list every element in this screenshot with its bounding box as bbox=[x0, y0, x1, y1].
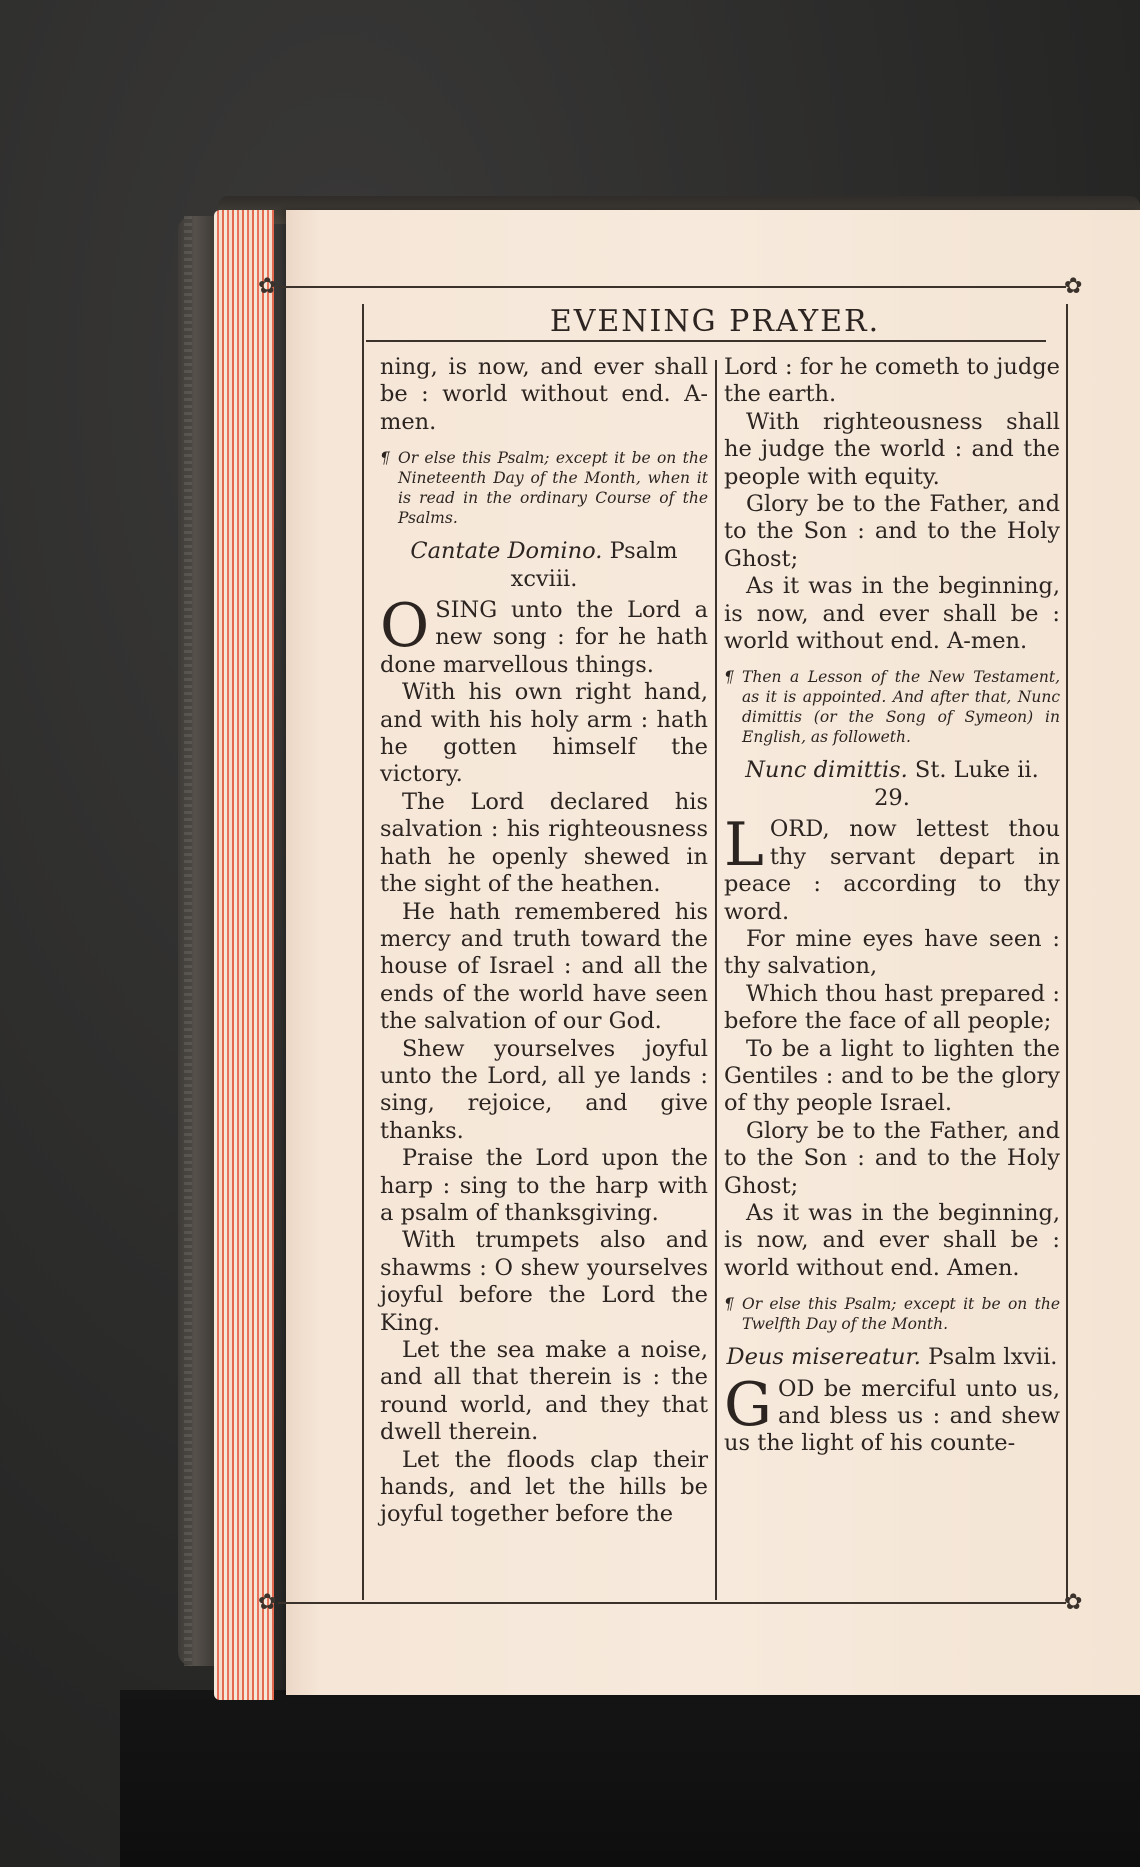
pilcrow-icon: ¶ bbox=[724, 1295, 734, 1314]
corner-ornament-top-left: ✿ bbox=[258, 274, 277, 299]
canticle-title bbox=[724, 757, 1060, 812]
first-verse bbox=[724, 1369, 1060, 1458]
canticle-reference: St. Luke ii. 29. bbox=[874, 757, 1039, 811]
right-rule bbox=[1066, 304, 1068, 1600]
verse: Glory be to the Father, and to the Son : and to the Holy Ghost; bbox=[724, 491, 1060, 572]
psalm-reference: Psalm lxvii. bbox=[928, 1344, 1058, 1371]
right-column bbox=[724, 354, 1060, 1458]
psalm-latin-title: Deus misereatur. bbox=[726, 1344, 921, 1371]
corner-ornament-bottom-left: ✿ bbox=[258, 1590, 277, 1615]
rubric-note bbox=[380, 448, 708, 528]
verse: Praise the Lord upon the harp : sing to the harp with a psalm of thanksgiving. bbox=[380, 1145, 708, 1226]
pilcrow-icon: ¶ bbox=[380, 449, 390, 468]
page-frame bbox=[258, 274, 1090, 1615]
column-divider bbox=[715, 360, 717, 1600]
verse: With trumpets also and shawms : O shew yourselves joyful before the Lord the King. bbox=[380, 1227, 708, 1336]
first-verse bbox=[724, 810, 1060, 926]
first-verse-text: OD be merciful unto us, and bless us : and shew us the light of his counte- bbox=[724, 1375, 1060, 1457]
left-rule bbox=[362, 304, 364, 1600]
top-rule bbox=[278, 286, 1066, 288]
drop-capital: L bbox=[724, 810, 764, 881]
verse: As it was in the beginning, is now, and ever shall be : world without end. A-men. bbox=[724, 573, 1060, 655]
drop-capital: G bbox=[724, 1369, 772, 1440]
verse: Which thou hast prepared : before the face of all people; bbox=[724, 980, 1060, 1035]
continuation-text: ning, is now, and ever shall be : world without end. A-men. bbox=[380, 354, 708, 435]
verse: Shew yourselves joyful unto the Lord, all ye lands : sing, rejoice, and give thanks. bbox=[380, 1035, 708, 1144]
verse: For mine eyes have seen : thy salvation, bbox=[724, 925, 1060, 980]
verse: The Lord declared his salvation : his righteousness hath he openly shewed in the sight of the heathen. bbox=[380, 788, 708, 898]
bottom-rule bbox=[278, 1602, 1066, 1604]
verse: He hath remembered his mercy and truth toward the house of Israel : and all the ends of the world have seen the salvation of our God. bbox=[380, 898, 708, 1035]
psalm-latin-title: Cantate Domino. bbox=[410, 538, 603, 565]
psalm-reference: Psalm xcviii. bbox=[510, 538, 678, 592]
book-shadow bbox=[120, 1690, 1140, 1867]
psalm-title bbox=[724, 1344, 1060, 1371]
verse: Let the floods clap their hands, and let the hills be joyful together before the bbox=[380, 1446, 708, 1528]
verse: To be a light to lighten the Gentiles : and to be the glory of thy people Israel. bbox=[724, 1035, 1060, 1117]
rubric-note bbox=[724, 667, 1060, 747]
continuation-text: Lord : for he cometh to judge the earth. bbox=[724, 354, 1060, 408]
header-rule bbox=[366, 340, 1046, 342]
corner-ornament-bottom-right: ✿ bbox=[1064, 1590, 1083, 1615]
rubric-text: Or else this Psalm; except it be on the Twelfth Day of the Month. bbox=[742, 1295, 1060, 1334]
verse: Let the sea make a noise, and all that therein is : the round world, and they that dwell therein. bbox=[380, 1337, 708, 1446]
left-column bbox=[380, 354, 708, 1529]
page-title: EVENING PRAYER. bbox=[549, 304, 881, 339]
verse: As it was in the beginning, is now, and ever shall be : world without end. Amen. bbox=[724, 1199, 1060, 1281]
canticle-latin-title: Nunc dimittis. bbox=[745, 757, 908, 784]
rubric-text: Or else this Psalm; except it be on the Nineteenth Day of the Month, when it is read in the ordinary Course of the Psalms. bbox=[398, 449, 708, 528]
first-verse bbox=[380, 591, 708, 679]
psalm-title bbox=[380, 538, 708, 593]
first-verse-text: ORD, now lettest thou thy servant depart in peace : according to thy word. bbox=[724, 816, 1060, 925]
verse: Glory be to the Father, and to the Son : and to the Holy Ghost; bbox=[724, 1117, 1060, 1199]
verse: With righteousness shall he judge the world : and the people with equity. bbox=[724, 408, 1060, 490]
pilcrow-icon: ¶ bbox=[724, 668, 734, 687]
corner-ornament-top-right: ✿ bbox=[1064, 274, 1083, 299]
drop-capital: O bbox=[380, 591, 430, 662]
rubric-text: Then a Lesson of the New Testament, as it is appointed. And after that, Nunc dimittis (or the Song of Symeon) in English, as followeth. bbox=[742, 668, 1060, 747]
verse: With his own right hand, and with his holy arm : hath he gotten himself the victory. bbox=[380, 679, 708, 788]
first-verse-text: SING unto the Lord a new song : for he hath done marvellous things. bbox=[380, 597, 708, 678]
rubric-note bbox=[724, 1294, 1060, 1334]
